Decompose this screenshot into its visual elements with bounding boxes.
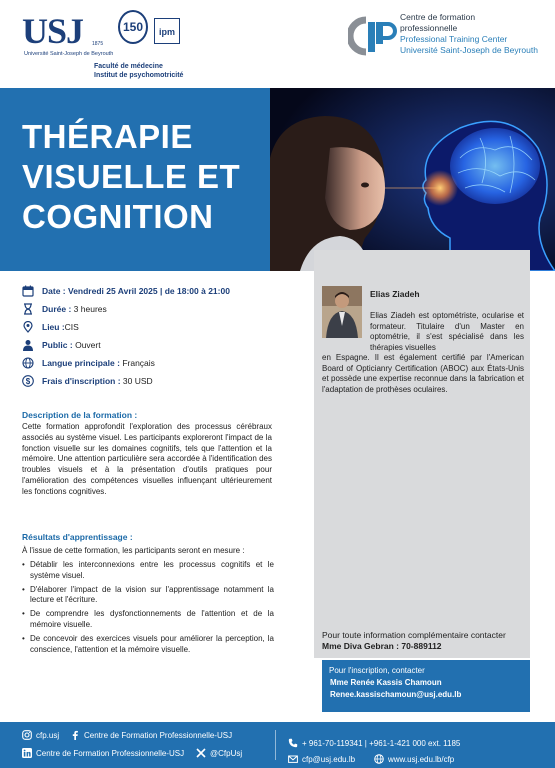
title-line: COGNITION [22, 198, 214, 235]
globe-icon [374, 754, 384, 764]
email-link[interactable] [288, 754, 355, 764]
results-list [22, 560, 274, 658]
list-item: • De concevoir des exercices visuels pour améliorer la perception, la conscience, l'attention et la mémoire visuelle. [22, 634, 274, 656]
cfp-line-1: Centre de formation [400, 12, 476, 22]
website-link[interactable] [374, 754, 454, 764]
footer [0, 722, 555, 768]
audience-value: Ouvert [75, 340, 101, 350]
instagram-icon [22, 730, 32, 740]
x-handle: @CfpUsj [210, 748, 243, 758]
phone-link[interactable] [288, 738, 460, 748]
mail-icon [288, 754, 298, 764]
website-url: www.usj.edu.lb/cfp [388, 754, 455, 764]
results-intro: À l'issue de cette formation, les participants seront en mesure : [22, 546, 245, 555]
detail-date [22, 282, 312, 300]
email-address: cfp@usj.edu.lb [302, 754, 356, 764]
detail-audience [22, 336, 312, 354]
list-item: • D'élaborer l'impact de la vision sur l'apprentissage notamment la lecture et l'écriture. [22, 585, 274, 607]
ipm-logo: ipm [154, 18, 180, 44]
registration-email-link[interactable]: Renee.kassischamoun@usj.edu.lb [330, 690, 462, 699]
speaker-bio-panel [314, 250, 530, 658]
registration-contact-name: Mme Renée Kassis Chamoun [330, 678, 442, 687]
cfp-line-3: Professional Training Center [400, 34, 508, 44]
duration-value: 3 heures [73, 304, 107, 314]
cfp-line-2: professionnelle [400, 23, 458, 33]
fee-label: Frais d'inscription : [42, 376, 121, 386]
instagram-link[interactable] [22, 730, 59, 740]
cfp-name [400, 12, 538, 56]
cfp-line-4: Université Saint-Joseph de Beyrouth [400, 45, 538, 55]
audience-label: Public : [42, 340, 73, 350]
list-item: • De comprendre les dysfonctionnements de l'attention et de la mémoire visuelle. [22, 609, 274, 631]
detail-language [22, 354, 312, 372]
usj-year: 1875 [92, 41, 104, 47]
speaker-name: Elias Ziadeh [370, 289, 420, 299]
date-value: Vendredi 25 Avril 2025 | de 18:00 à 21:00 [68, 286, 230, 296]
fee-value: 30 USD [122, 376, 153, 386]
phone-icon [288, 738, 298, 748]
location-label: Lieu : [42, 322, 65, 332]
dollar-icon [22, 375, 34, 387]
bio-text-head: Elias Ziadeh est optométriste, ocularise et formateur. Titulaire d'un Master en optométrie, il s'est spécialisé dans les thérapies visuelles [370, 311, 524, 352]
linkedin-link[interactable] [22, 748, 184, 758]
title-line: THÉRAPIE [22, 118, 193, 155]
svg-text:$: $ [25, 377, 31, 386]
detail-duration [22, 300, 312, 318]
location-pin-icon [22, 321, 34, 333]
description-text: Cette formation approfondit l'exploration des processus cérébraux associés au système visuel. Les participants exploreront l'impact de la fonction visuelle sur les domaines cognitifs, tels que l'attention et la mémoire. Une attention particulière sera accordée à l'identification des troubles visuels et à la présentation d'outils pratiques pour l'amélioration des compétences visuelles influençant ultérieurement les fonctions cognitives. [22, 422, 272, 496]
facebook-icon [70, 730, 80, 740]
linkedin-page: Centre de Formation Professionnelle-USJ [36, 748, 185, 758]
calendar-icon [22, 285, 34, 297]
cfp-logo-icon [348, 10, 398, 60]
facebook-page: Centre de Formation Professionnelle-USJ [84, 730, 233, 740]
bio-text-tail: en Espagne. Il est également certifié par l'American Board of Opticianry Certification (ABOC) aux États-Unis et possède une expertise reconnue dans la fabrication et l'adaptation de prothèses oculaires. [322, 353, 524, 394]
language-value: Français [122, 358, 155, 368]
faculty-name: Faculté de médecine [94, 63, 163, 70]
list-item: • Détablir les interconnexions entre les processus cognitifs et le système visuel. [22, 560, 274, 582]
linkedin-icon [22, 748, 32, 758]
event-details [22, 282, 312, 390]
info-contact-line: Pour toute information complémentaire contacter [322, 630, 506, 640]
footer-divider [275, 730, 276, 760]
usj-logo [22, 8, 222, 80]
info-contact-name: Mme Diva Gebran : 70-889112 [322, 641, 442, 651]
child-brain-illustration [270, 88, 555, 271]
institute-name: Institut de psychomotricité [94, 72, 184, 79]
usj-wordmark: USJ [22, 11, 84, 51]
x-icon [196, 748, 206, 758]
page-title [22, 117, 272, 237]
header [0, 0, 555, 88]
hourglass-icon [22, 303, 34, 315]
detail-fee [22, 372, 312, 390]
detail-location [22, 318, 312, 336]
instagram-handle: cfp.usj [36, 730, 60, 740]
anniversary-150-badge: 150 [118, 10, 148, 44]
facebook-link[interactable] [70, 730, 232, 740]
description-heading: Description de la formation : [22, 410, 138, 420]
info-contact [322, 630, 528, 652]
globe-icon [22, 357, 34, 369]
speaker-bio-text [322, 300, 524, 395]
results-heading: Résultats d'apprentissage : [22, 532, 133, 542]
location-value: CIS [64, 322, 79, 332]
x-link[interactable] [196, 748, 242, 758]
date-label: Date : [42, 286, 66, 296]
title-line: VISUELLE ET [22, 158, 241, 195]
registration-line: Pour l'inscription, contacter [329, 666, 425, 675]
phone-numbers: + 961-70-119341 | +961-1-421 000 ext. 1185 [302, 738, 461, 748]
language-label: Langue principale : [42, 358, 120, 368]
person-icon [22, 339, 34, 351]
duration-label: Durée : [42, 304, 72, 314]
usj-university-name: Université Saint-Joseph de Beyrouth [24, 51, 114, 57]
registration-box [322, 660, 530, 712]
